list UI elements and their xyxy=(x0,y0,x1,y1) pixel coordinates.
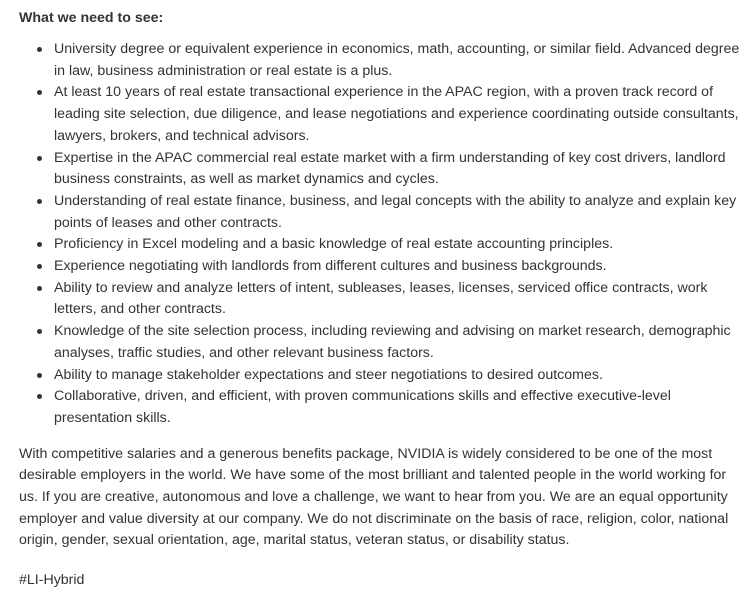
list-item xyxy=(54,191,742,234)
hashtag: #LI-Hybrid xyxy=(19,572,85,589)
list-item-text: University degree or equivalent experience in economics, math, accounting, or similar field. Advanced degree in law, business administration or real estate is a plus. xyxy=(54,41,740,79)
list-item xyxy=(54,148,742,191)
list-item-text: Expertise in the APAC commercial real estate market with a firm understanding of key cost drivers, landlord business constraints, as well as market dynamics and cycles. xyxy=(54,149,726,188)
bullet-icon xyxy=(37,90,42,95)
list-item xyxy=(54,82,742,147)
bullet-icon xyxy=(37,199,42,204)
bullet-icon xyxy=(37,373,42,378)
list-item-text: Ability to manage stakeholder expectations and steer negotiations to desired outcomes. xyxy=(54,366,603,383)
list-item xyxy=(54,365,742,387)
section-heading: What we need to see: xyxy=(19,10,164,26)
list-item-text: Ability to review and analyze letters of intent, subleases, leases, licenses, serviced office contracts, work letters, and other contracts. xyxy=(54,279,708,318)
list-item-text: At least 10 years of real estate transactional experience in the APAC region, with a proven track record of leading site selection, due diligence, and lease negotiations and experience coordinating outside consultants, lawyers, brokers, and technical advisors. xyxy=(54,84,739,144)
list-item-text: Understanding of real estate finance, business, and legal concepts with the ability to analyze and explain key points of leases and other contracts. xyxy=(54,192,737,231)
bullet-icon xyxy=(37,286,42,291)
list-item xyxy=(54,321,742,364)
bullet-icon xyxy=(37,394,42,399)
requirements-list xyxy=(19,39,742,430)
list-item-text: Knowledge of the site selection process, including reviewing and advising on market research, demographic analyses, traffic studies, and other relevant business factors. xyxy=(54,323,731,361)
list-item xyxy=(54,278,742,321)
list-item-text: Collaborative, driven, and efficient, with proven communications skills and effective executive-level presentation skills. xyxy=(54,388,671,426)
bullet-icon xyxy=(37,47,42,52)
bullet-icon xyxy=(37,242,42,247)
list-item xyxy=(54,234,742,256)
bullet-icon xyxy=(37,156,42,161)
list-item xyxy=(54,256,742,278)
bullet-icon xyxy=(37,264,42,269)
list-item-text: Experience negotiating with landlords from different cultures and business backgrounds. xyxy=(54,258,607,275)
list-item xyxy=(54,39,742,82)
bullet-icon xyxy=(37,329,42,334)
list-item-text: Proficiency in Excel modeling and a basic knowledge of real estate accounting principles. xyxy=(54,236,614,253)
closing-paragraph: With competitive salaries and a generous benefits package, NVIDIA is widely considered to be one of the most desirable employers in the world. We have some of the most brilliant and talented people in the world working for us. If you are creative, autonomous and love a challenge, we want to hear from you. We are an equal opportunity employer and value diversity at our company. We do not discriminate on the basis of race, religion, color, national origin, gender, sexual orientation, age, marital status, veteran status, or disability status. xyxy=(19,445,729,549)
list-item xyxy=(54,386,742,429)
